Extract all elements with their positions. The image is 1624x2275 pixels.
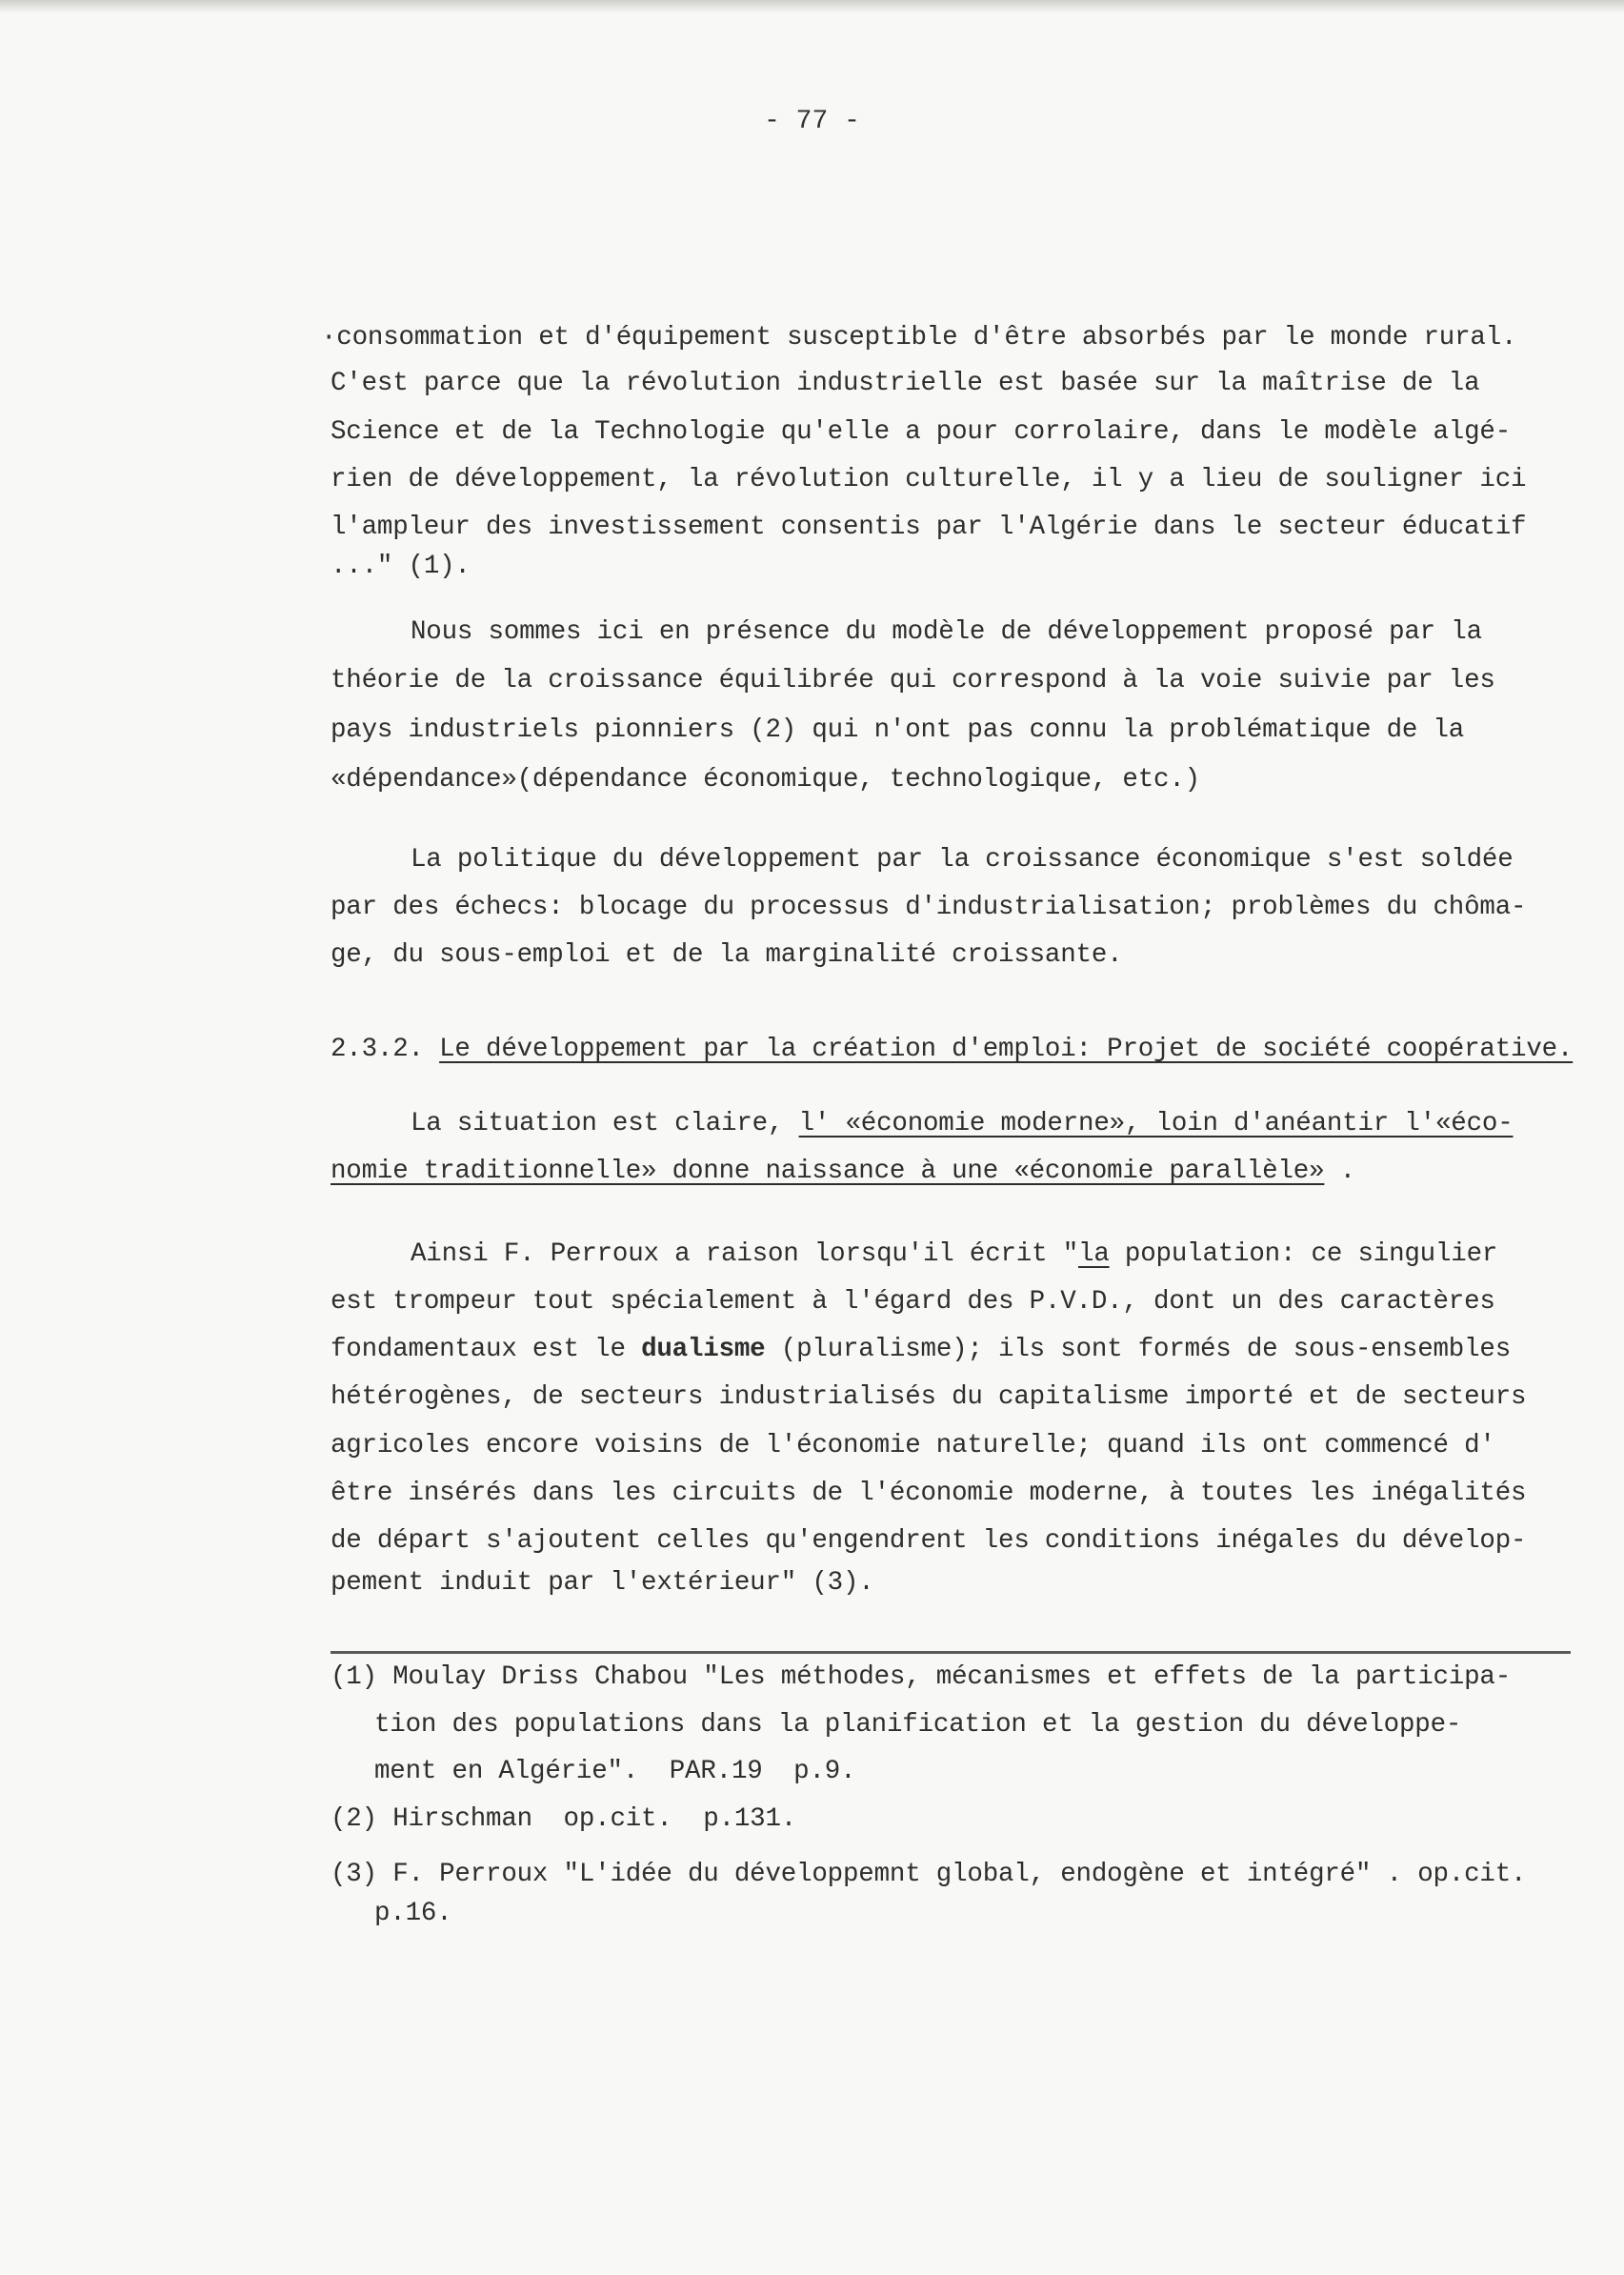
text-segment: p.16. [374,1899,452,1928]
text-line [331,1333,1511,1367]
text-line [331,1429,1495,1463]
underlined-text: la [1078,1239,1110,1269]
text-line [331,511,1526,545]
text-segment: hétérogènes, de secteurs industrialisés du capitalisme importé et de secteurs [331,1382,1527,1412]
text-segment: être insérés dans les circuits de l'économie moderne, à toutes les inégalités [331,1479,1527,1508]
text-line [411,615,1482,650]
scan-edge [0,0,1624,13]
text-segment: l'ampleur des investissement consentis par l'Algérie dans le secteur éducatif [331,513,1527,542]
footnote-divider [331,1651,1571,1654]
text-line [331,1477,1526,1511]
text-segment: C'est parce que la révolution industrielle est basée sur la maîtrise de la [331,369,1480,398]
footnote-line [374,1897,452,1931]
text-segment: (pluralisme); ils sont formés de sous-ensembles [765,1335,1512,1364]
text-line [331,714,1464,748]
text-line [411,843,1514,877]
text-segment: La situation est claire, [411,1109,799,1138]
text-line [331,463,1526,497]
text-line [331,1033,1573,1067]
text-segment: agricoles encore voisins de l'économie naturelle; quand ils ont commencé d' [331,1431,1495,1460]
footnote-line [374,1755,855,1789]
text-line [331,664,1495,698]
footnote-line [331,1802,796,1837]
text-line [331,1155,1355,1189]
text-segment: rien de développement, la révolution culturelle, il y a lieu de souligner ici [331,465,1527,494]
text-line [331,1524,1526,1559]
text-segment: Science et de la Technologie qu'elle a pour corrolaire, dans le modèle algé- [331,417,1512,447]
page-number: - 77 - [764,107,860,136]
underlined-text: l' «économie moderne», loin d'anéantir l'«éco- [798,1109,1514,1138]
text-segment: «dépendance»(dépendance économique, technologique, etc.) [331,765,1200,795]
text-segment: ment en Algérie". PAR.19 p.9. [374,1757,856,1786]
text-segment: La politique du développement par la croissance économique s'est soldée [411,845,1514,875]
text-segment: ·consommation et d'équipement susceptible d'être absorbés par le monde rural. [321,323,1517,352]
text-segment: tion des populations dans la planification et la gestion du développe- [374,1710,1462,1740]
footnote-line [331,1858,1526,1892]
bold-text: dualisme [641,1335,766,1364]
text-segment: ge, du sous-emploi et de la marginalité croissante. [331,940,1123,970]
text-segment: Nous sommes ici en présence du modèle de développement proposé par la [411,617,1482,647]
text-segment: théorie de la croissance équilibrée qui correspond à la voie suivie par les [331,666,1495,695]
footnote-line [331,1661,1511,1695]
text-line [331,1380,1526,1415]
text-segment: par des échecs: blocage du processus d'industrialisation; problèmes du chôma- [331,893,1527,922]
text-segment: (2) Hirschman op.cit. p.131. [331,1804,797,1834]
text-segment: population: ce singulier [1109,1239,1498,1269]
text-segment: . [1324,1157,1355,1186]
text-segment: ..." (1). [331,552,471,581]
underlined-text: Le développement par la création d'emploi: Projet de société coopérative. [439,1035,1574,1064]
text-line [331,415,1511,450]
text-segment: 2.3.2. [331,1035,440,1064]
text-segment: est trompeur tout spécialement à l'égard des P.V.D., dont un des caractères [331,1287,1495,1317]
text-line [411,1107,1514,1141]
text-line [331,938,1122,973]
text-segment: (3) F. Perroux "L'idée du développemnt global, endogène et intégré" . op.cit. [331,1860,1527,1889]
footnote-line [374,1708,1461,1742]
text-line [411,1238,1497,1272]
text-segment: de départ s'ajoutent celles qu'engendrent les conditions inégales du dévelop- [331,1526,1527,1556]
text-segment: pays industriels pionniers (2) qui n'ont pas connu la problématique de la [331,715,1465,745]
text-segment: (1) Moulay Driss Chabou "Les méthodes, mécanismes et effets de la participa- [331,1662,1512,1692]
text-line [331,550,471,584]
text-segment: Ainsi F. Perroux a raison lorsqu'il écrit " [411,1239,1079,1269]
text-segment: fondamentaux est le [331,1335,642,1364]
text-line [331,763,1200,797]
text-line [331,367,1479,401]
text-line [331,891,1526,925]
text-segment: pement induit par l'extérieur" (3). [331,1568,874,1598]
underlined-text: nomie traditionnelle» donne naissance à une «économie parallèle» [331,1157,1325,1186]
text-line [331,1285,1495,1319]
text-line [321,321,1516,355]
text-line [331,1566,874,1601]
